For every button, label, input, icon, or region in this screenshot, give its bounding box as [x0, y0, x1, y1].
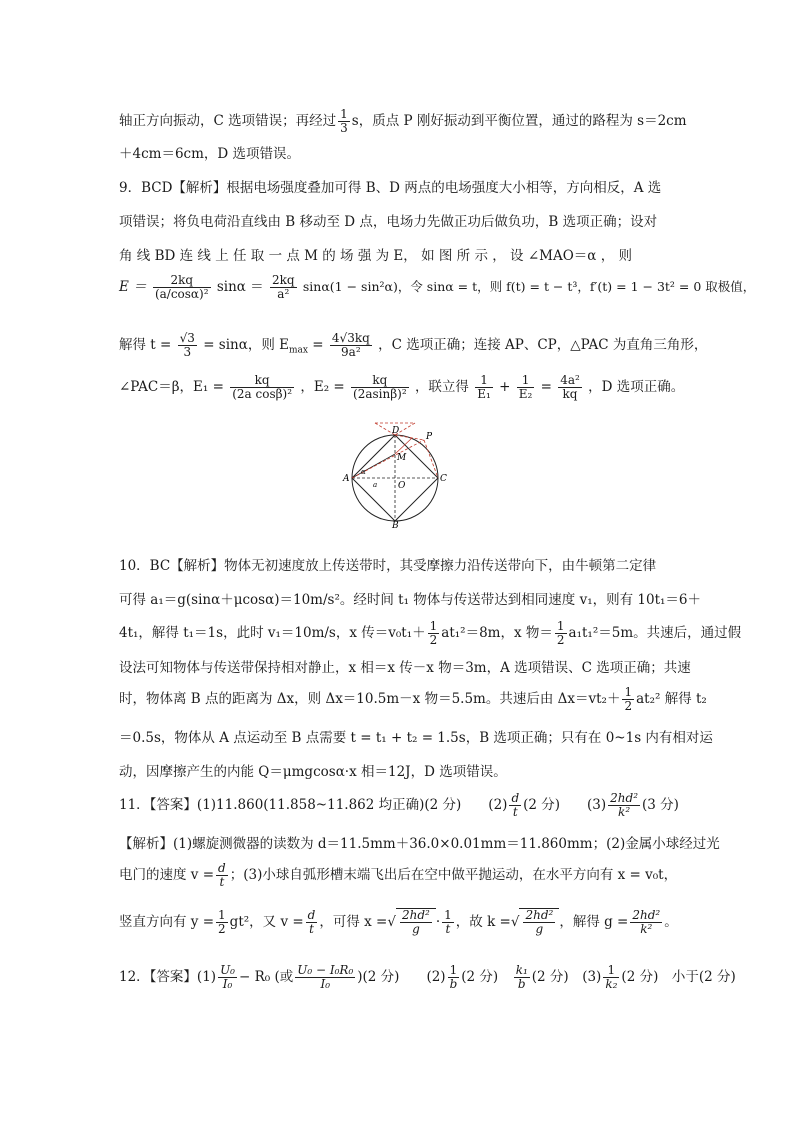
text: s，质点 P 刚好振动到平衡位置，通过的路程为 s＝2cm — [351, 113, 687, 129]
denominator: I₀ — [222, 977, 233, 991]
fraction — [630, 909, 662, 936]
numerator: d — [511, 791, 520, 805]
denominator: b — [517, 977, 526, 991]
text: at₁²＝8m，x 物＝ — [441, 625, 553, 641]
fraction — [216, 862, 228, 889]
fraction — [475, 374, 493, 401]
text: ，解得 g = — [559, 914, 629, 930]
label-a: A — [343, 474, 350, 484]
text: 11．【答案】(1)11.860(11.858~11.862 均正确)(2 分) (2) — [119, 797, 508, 813]
text: = — [312, 337, 324, 353]
text: 时，物体离 B 点的距离为 Δx，则 Δx＝10.5m－x 物＝5.5m。共速后由 Δx＝vt₂＋ — [119, 691, 621, 707]
label-b: B — [392, 521, 399, 528]
text: 电门的速度 v = — [119, 867, 215, 883]
fraction — [306, 909, 318, 936]
denominator: g — [412, 922, 420, 936]
label-a-length: a — [373, 481, 378, 489]
text: ∠PAC＝β，E₁ = — [119, 379, 224, 395]
fraction — [442, 909, 454, 936]
q10-line-7: 动，因摩擦产生的内能 Q＝μmgcosα·x 相＝12J，D 选项错误。 — [119, 764, 507, 780]
q8-line-2: ＋4cm＝6cm，D 选项错误。 — [119, 146, 301, 162]
numerator: 1 — [603, 964, 619, 978]
numerator: 1 — [218, 908, 226, 922]
fraction — [218, 964, 237, 991]
numerator: 1 — [448, 964, 460, 978]
q9-line-5 — [119, 331, 708, 361]
q10-line-4: 设法可知物体与传送带保持相对静止，x 相＝x 传－x 物＝3m，A 选项错误、C 选项正确；共速 — [119, 660, 691, 676]
q10-line-1: 10．BC【解析】物体无初速度放上传送带时，其受摩擦力沿传送带向下，由牛顿第二定律 — [119, 558, 657, 574]
denominator: t — [512, 805, 518, 819]
denominator: b — [449, 977, 458, 991]
numerator: 4a² — [560, 373, 580, 387]
text: 轴正方向振动，C 选项错误；再经过 — [119, 113, 337, 129]
numerator: 2hd² — [610, 791, 639, 805]
text: ，故 k = — [455, 914, 511, 930]
fraction — [338, 108, 350, 135]
denominator: E₂ — [518, 387, 533, 401]
numerator: 2hd² — [525, 908, 554, 922]
q9-line-2: 项错误；将负电荷沿直线由 B 移动至 D 点，电场力先做正功后做负功，B 选项正确；设对 — [119, 214, 658, 230]
text: − R₀ (或 — [239, 969, 294, 985]
text: at₂² 解得 t₂ — [636, 691, 707, 707]
q12-answer — [119, 963, 736, 991]
fraction — [153, 274, 211, 301]
denominator: 2 — [218, 922, 226, 936]
numerator: 1 — [429, 619, 438, 633]
fraction — [295, 964, 355, 991]
numerator: 2hd² — [632, 908, 661, 922]
field-arrow — [395, 438, 412, 454]
numerator: k₁ — [515, 963, 528, 977]
text: gt²，又 v = — [229, 914, 304, 930]
text: ，E₂ = — [300, 379, 345, 395]
denominator: t — [309, 922, 314, 936]
denominator: (2asinβ)² — [353, 387, 407, 401]
text: (3 分) — [642, 797, 679, 813]
fraction — [216, 909, 228, 936]
numerator: 2kq — [271, 273, 295, 287]
q9-line-4 — [119, 273, 756, 301]
q8-line-1 — [119, 107, 687, 135]
text: · — [435, 914, 441, 930]
denominator: 9a² — [341, 345, 361, 359]
denominator: 3 — [183, 345, 192, 359]
text: ，联立得 — [414, 379, 469, 395]
denominator: k₂ — [605, 977, 618, 991]
subscript: max — [289, 345, 308, 356]
text: 竖直方向有 y = — [119, 914, 215, 930]
label-m: M — [397, 453, 407, 463]
numerator: 1 — [624, 685, 633, 699]
text: (2 分) 小于(2 分) — [621, 969, 736, 985]
denominator: t — [445, 922, 451, 936]
text: a₁t₁²＝5m。共速后，通过假 — [568, 625, 742, 641]
numerator: √3 — [179, 331, 195, 345]
numerator: kq — [230, 374, 294, 388]
numerator: U₀ — [220, 963, 235, 977]
fraction — [622, 686, 634, 713]
fraction — [400, 909, 432, 936]
text: sinα(1 − sin²α)，令 sinα = t，则 f(t) = t − t³，f′(t) = 1 − 3t² = 0 取极值， — [302, 279, 756, 294]
text: ，D 选项正确。 — [588, 379, 685, 395]
numerator: 1 — [517, 374, 535, 388]
denominator: a² — [277, 287, 290, 301]
numerator: 2hd² — [401, 908, 430, 922]
q9-line-1: 9．BCD【解析】根据电场强度叠加可得 B、D 两点的电场强度大小相等，方向相反，A 选 — [119, 180, 662, 196]
q11-line-3 — [119, 908, 679, 936]
numerator: d — [218, 861, 226, 875]
denominator: t — [219, 875, 225, 889]
denominator: kq — [562, 387, 578, 401]
fraction — [428, 620, 440, 647]
text: (2 分) — [461, 969, 512, 985]
fraction — [523, 909, 555, 936]
denominator: g — [535, 922, 544, 936]
text: )(2 分) (2) — [357, 969, 446, 985]
label-c: C — [440, 474, 447, 484]
label-o: O — [398, 481, 406, 491]
denominator: k² — [618, 805, 631, 819]
fraction — [514, 964, 530, 991]
denominator: E₁ — [477, 387, 491, 401]
text: (2 分) (3) — [531, 969, 602, 985]
label-d: D — [392, 426, 400, 436]
text: 12．【答案】(1) — [119, 969, 217, 985]
numerator: 4√3kq — [331, 331, 370, 345]
denominator: 3 — [340, 121, 348, 135]
fraction — [517, 374, 535, 401]
q9-line-6 — [119, 373, 685, 401]
sqrt: √ $\frac{\text{2hd²}}{g}$ — [387, 914, 435, 930]
label-alpha: α — [361, 468, 366, 476]
text: (2 分) (3) — [523, 797, 607, 813]
numerator: 1 — [340, 107, 348, 121]
fraction — [330, 332, 372, 359]
sqrt: √ $\frac{\text{2hd²}}{g}$ — [511, 914, 559, 930]
denominator: 2 — [556, 633, 565, 647]
text: sinα ＝ — [216, 279, 264, 295]
fraction — [558, 374, 582, 401]
fraction — [351, 374, 409, 401]
q11-answer — [119, 792, 679, 819]
fraction — [608, 792, 640, 819]
numerator: 1 — [444, 908, 452, 922]
text: 解得 t = — [119, 337, 172, 353]
text: 4t₁，解得 t₁＝1s，此时 v₁＝10m/s，x 传＝v₀t₁＋ — [119, 625, 426, 641]
q10-line-2: 可得 a₁＝g(sinα＋μcosα)＝10m/s²。经时间 t₁ 物体与传送带达到相同速度 v₁，则有 10t₁＝6＋ — [119, 592, 702, 608]
fraction — [555, 620, 567, 647]
denominator: k² — [640, 922, 653, 936]
numerator: 1 — [556, 619, 565, 633]
text: = — [540, 379, 552, 395]
geometry-figure — [340, 420, 450, 528]
numerator: kq — [351, 374, 409, 388]
text: 。 — [664, 914, 678, 930]
fraction — [178, 332, 197, 359]
q10-line-6: ＝0.5s，物体从 A 点运动至 B 点需要 t = t₁ + t₂ = 1.5s，B 选项正确；只有在 0~1s 内有相对运 — [119, 730, 713, 746]
fraction — [270, 274, 297, 301]
q10-line-5 — [119, 685, 707, 713]
text: ，C 选项正确；连接 AP、CP，△PAC 为直角三角形， — [378, 337, 708, 353]
denominator: 2 — [429, 633, 438, 647]
q11-line-2 — [119, 862, 679, 889]
denominator: I₀ — [320, 977, 331, 991]
denominator: (2a cosβ)² — [232, 387, 293, 401]
numerator: U₀ − I₀R₀ — [297, 963, 354, 977]
q11-line-1: 【解析】(1)螺旋测微器的读数为 d＝11.5mm＋36.0×0.01mm＝11.860mm；(2)金属小球经过光 — [119, 836, 720, 852]
text: E ＝ — [119, 279, 147, 295]
fraction — [448, 964, 460, 991]
numerator: d — [307, 908, 316, 922]
fraction — [603, 964, 619, 991]
segment-pc — [424, 440, 438, 478]
text: ，可得 x = — [319, 914, 388, 930]
text: ；(3)小球自弧形槽末端飞出后在空中做平抛运动，在水平方向有 x = v₀t， — [229, 867, 678, 883]
denominator: 2 — [624, 699, 633, 713]
numerator: 1 — [475, 374, 493, 388]
numerator: 2kq — [153, 274, 211, 288]
fraction — [230, 374, 294, 401]
label-p: P — [426, 432, 433, 442]
fraction — [509, 792, 521, 819]
text: + — [499, 379, 511, 395]
denominator: (a/cosα)² — [154, 287, 209, 301]
q10-line-3 — [119, 619, 742, 647]
text: = sinα，则 E — [203, 337, 290, 353]
q9-line-3: 角 线 BD 连 线 上 任 取 一 点 M 的 场 强 为 E， 如 图 所 示 ， 设 ∠MAO＝α ， 则 — [119, 248, 632, 264]
